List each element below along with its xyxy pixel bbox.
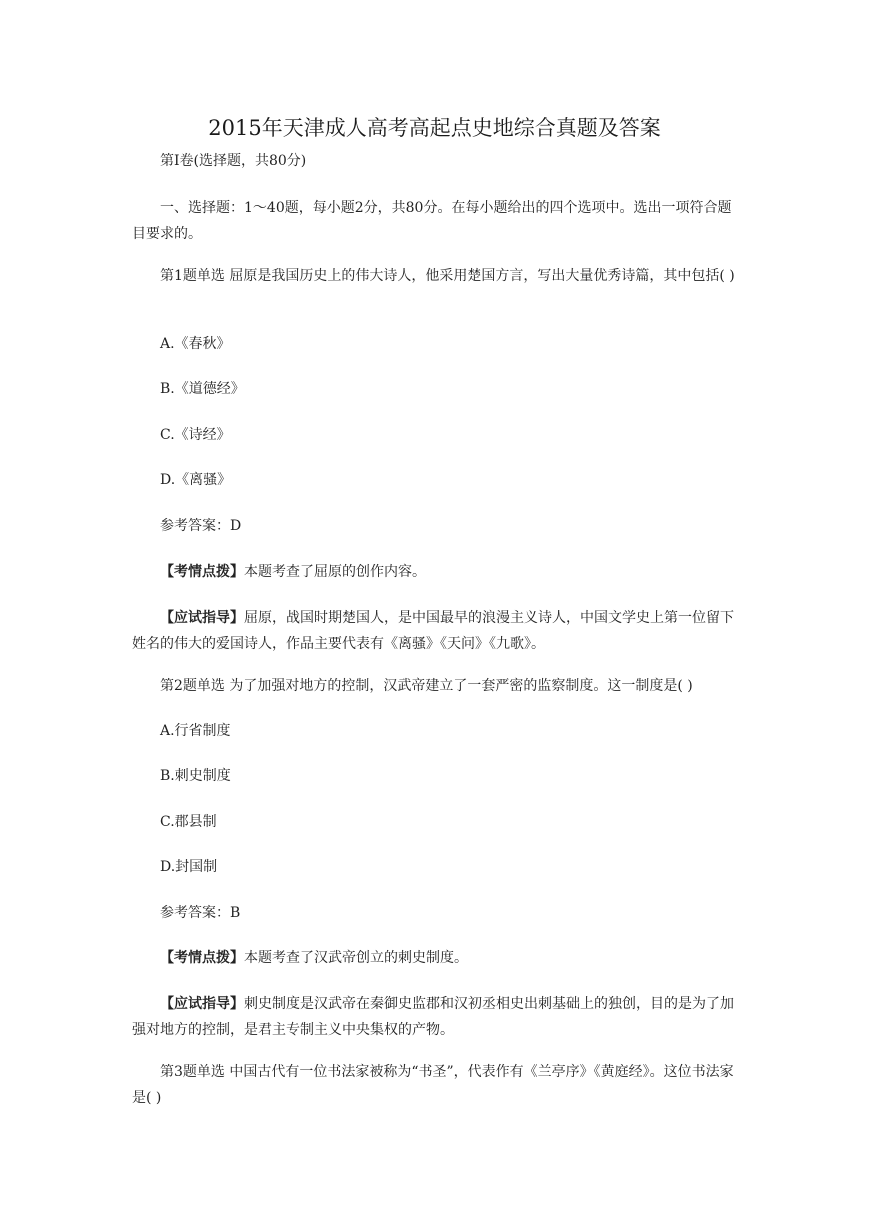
question-1-option-b: B.《道德经》 — [160, 381, 245, 397]
question-2-option-a: A.行省制度 — [160, 723, 231, 739]
question-2-stem: 第2题单选 为了加强对地方的控制，汉武帝建立了一套严密的监察制度。这一制度是( ) — [160, 678, 693, 694]
question-2-option-d: D.封国制 — [160, 859, 218, 875]
question-2-answer: 参考答案：B — [160, 905, 241, 921]
section-header: 第Ⅰ卷(选择题，共80分) — [160, 153, 307, 169]
point-text: 本题考查了汉武帝创立的刺史制度。 — [244, 950, 468, 966]
point-text: 本题考查了屈原的创作内容。 — [244, 564, 426, 580]
guide-label: 【应试指导】 — [160, 610, 244, 626]
question-2-option-b: B.刺史制度 — [160, 768, 231, 784]
document-title: 2015年天津成人高考高起点史地综合真题及答案 — [208, 116, 661, 140]
guide-text: 屈原，战国时期楚国人，是中国最早的浪漫主义诗人，中国文学史上第一位留下姓名的伟大的爱国诗人，作品主要代表有《离骚》《天问》《九歌》。 — [132, 610, 734, 652]
guide-text: 刺史制度是汉武帝在秦御史监郡和汉初丞相史出刺基础上的独创，目的是为了加强对地方的控制，是君主专制主义中央集权的产物。 — [132, 996, 734, 1038]
question-2-point — [132, 945, 742, 971]
guide-label: 【应试指导】 — [160, 996, 244, 1012]
point-label: 【考情点拨】 — [160, 564, 244, 580]
question-1-option-c: C.《诗经》 — [160, 427, 231, 443]
question-1-option-a: A.《春秋》 — [160, 336, 231, 352]
question-2-option-c: C.郡县制 — [160, 814, 217, 830]
question-1-guide — [132, 605, 742, 657]
point-label: 【考情点拨】 — [160, 950, 244, 966]
question-1-stem: 第1题单选 屈原是我国历史上的伟大诗人，他采用楚国方言，写出大量优秀诗篇，其中包括( ) — [160, 268, 735, 284]
question-1-answer: 参考答案：D — [160, 518, 242, 534]
question-2-guide — [132, 991, 742, 1043]
question-1-point — [132, 559, 742, 585]
instructions: 一、选择题：1～40题，每小题2分，共80分。在每小题给出的四个选项中。选出一项符合题目要求的。 — [132, 200, 732, 242]
question-3-stem: 第3题单选 中国古代有一位书法家被称为“书圣”，代表作有《兰亭序》《黄庭经》。这位书法家是( ) — [132, 1064, 734, 1106]
question-1-option-d: D.《离骚》 — [160, 472, 232, 488]
